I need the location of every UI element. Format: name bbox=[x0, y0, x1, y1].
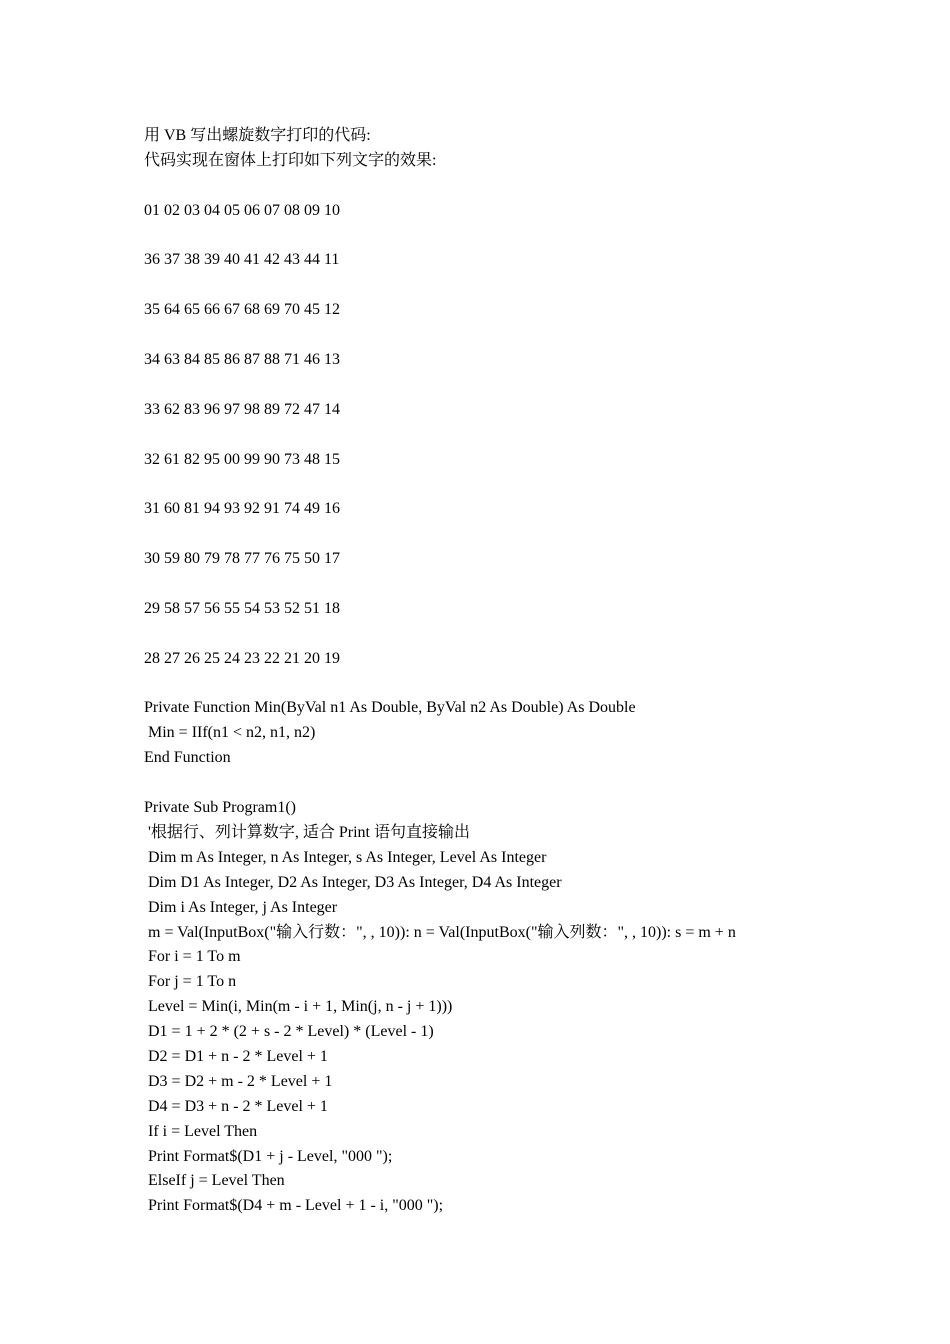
spiral-row: 36 37 38 39 40 41 42 43 44 11 bbox=[144, 251, 340, 269]
blank-line bbox=[144, 174, 924, 199]
blank-line bbox=[144, 273, 924, 298]
blank-line bbox=[144, 472, 924, 497]
code-line: Private Sub Program1() bbox=[144, 799, 296, 817]
intro-line-1: 用 VB 写出螺旋数字打印的代码: bbox=[144, 127, 371, 144]
code-line: For i = 1 To m bbox=[144, 948, 241, 966]
blank-line bbox=[144, 622, 924, 647]
code-line: D4 = D3 + n - 2 * Level + 1 bbox=[144, 1097, 328, 1115]
blank-line bbox=[144, 224, 924, 249]
code-line: Min = IIf(n1 < n2, n1, n2) bbox=[144, 724, 316, 742]
code-line: ElseIf j = Level Then bbox=[144, 1172, 285, 1190]
spiral-row: 30 59 80 79 78 77 76 75 50 17 bbox=[144, 550, 340, 568]
code-line: Level = Min(i, Min(m - i + 1, Min(j, n - j + 1))) bbox=[144, 998, 453, 1016]
spiral-row: 35 64 65 66 67 68 69 70 45 12 bbox=[144, 301, 340, 319]
spiral-row: 32 61 82 95 00 99 90 73 48 15 bbox=[144, 450, 340, 468]
blank-line bbox=[144, 423, 924, 448]
blank-line bbox=[144, 672, 924, 697]
code-line: Print Format$(D4 + m - Level + 1 - i, "000 "); bbox=[144, 1197, 444, 1215]
spiral-row: 01 02 03 04 05 06 07 08 09 10 bbox=[144, 201, 340, 219]
code-line: Dim i As Integer, j As Integer bbox=[144, 898, 338, 916]
code-comment: '根据行、列计算数字, 适合 Print 语句直接输出 bbox=[144, 823, 471, 841]
spiral-row: 29 58 57 56 55 54 53 52 51 18 bbox=[144, 599, 340, 617]
code-line: D3 = D2 + m - 2 * Level + 1 bbox=[144, 1072, 333, 1090]
code-line: D2 = D1 + n - 2 * Level + 1 bbox=[144, 1047, 328, 1065]
intro-line-2: 代码实现在窗体上打印如下列文字的效果: bbox=[144, 151, 437, 169]
code-line: If i = Level Then bbox=[144, 1122, 258, 1140]
spiral-row: 28 27 26 25 24 23 22 21 20 19 bbox=[144, 649, 340, 667]
code-line: End Function bbox=[144, 749, 231, 767]
spiral-row: 33 62 83 96 97 98 89 72 47 14 bbox=[144, 400, 340, 418]
code-line: Dim D1 As Integer, D2 As Integer, D3 As Integer, D4 As Integer bbox=[144, 873, 562, 891]
code-line: Dim m As Integer, n As Integer, s As Integer, Level As Integer bbox=[144, 848, 547, 866]
blank-line bbox=[144, 373, 924, 398]
code-line: D1 = 1 + 2 * (2 + s - 2 * Level) * (Level - 1) bbox=[144, 1023, 434, 1041]
document-page bbox=[144, 124, 924, 1219]
blank-line bbox=[144, 522, 924, 547]
spiral-row: 31 60 81 94 93 92 91 74 49 16 bbox=[144, 500, 340, 518]
code-line: For j = 1 To n bbox=[144, 973, 237, 991]
blank-line bbox=[144, 323, 924, 348]
blank-line bbox=[144, 572, 924, 597]
code-line: m = Val(InputBox("输入行数：", , 10)): n = Val(InputBox("输入列数：", , 10)): s = m + n bbox=[144, 923, 736, 941]
code-line: Private Function Min(ByVal n1 As Double, ByVal n2 As Double) As Double bbox=[144, 699, 636, 717]
spiral-row: 34 63 84 85 86 87 88 71 46 13 bbox=[144, 351, 340, 369]
blank-line bbox=[144, 771, 924, 796]
code-line: Print Format$(D1 + j - Level, "000 "); bbox=[144, 1147, 393, 1165]
